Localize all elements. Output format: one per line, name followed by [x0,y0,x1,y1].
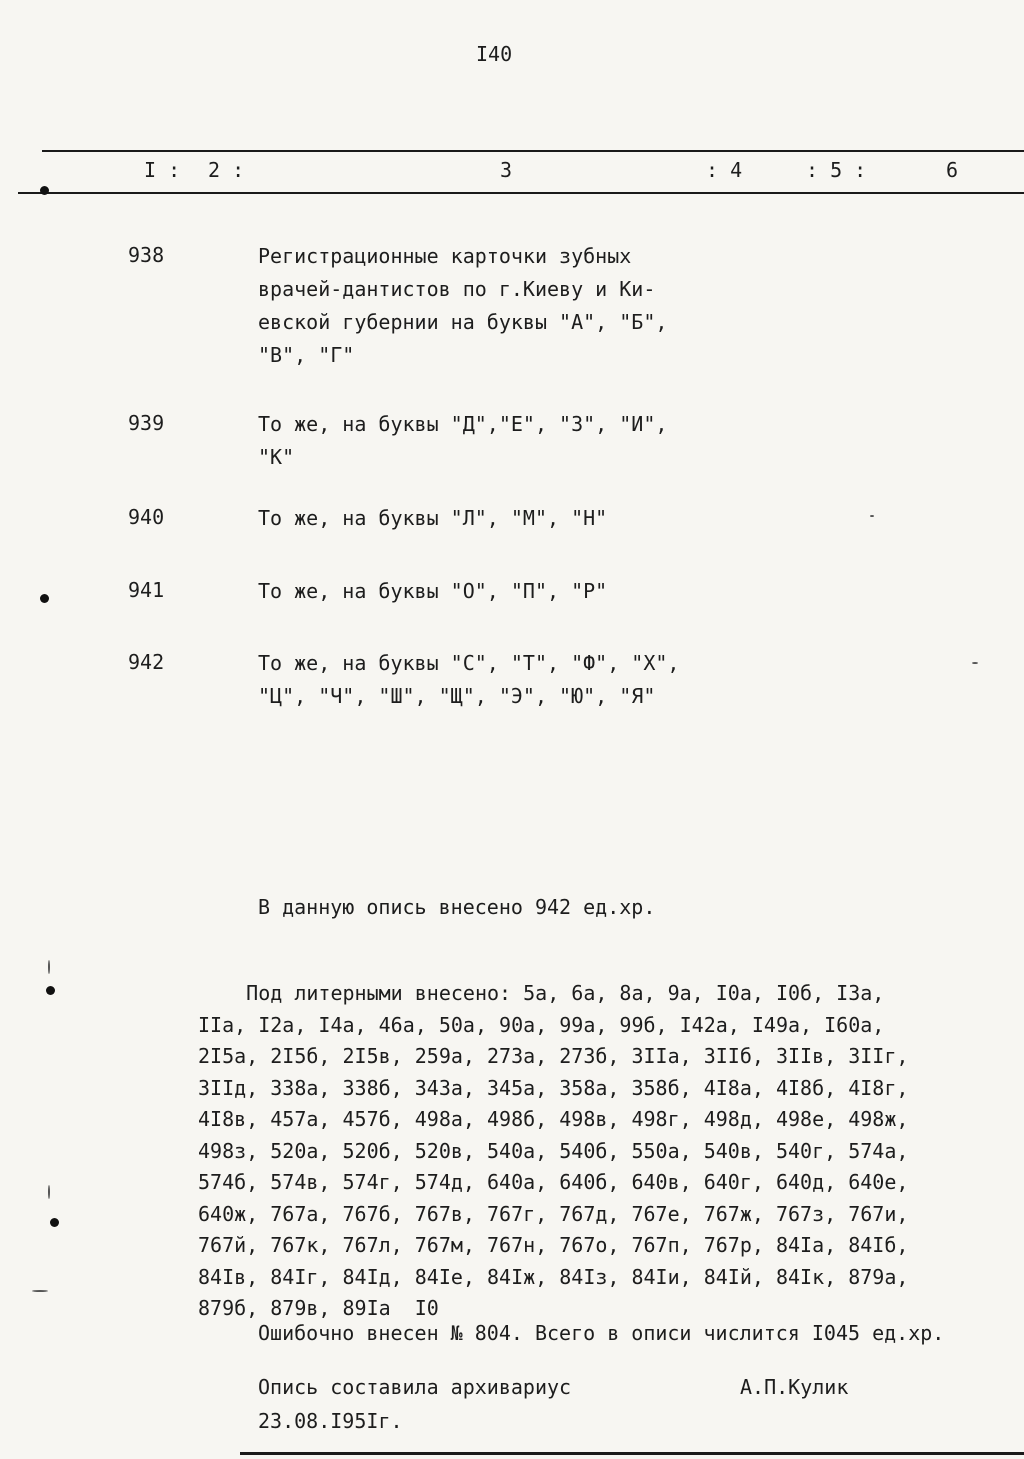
scan-speck [48,960,50,974]
literal-line: 879б, 879в, 89Iа I0 [198,1296,439,1320]
entry-number: 939 [128,411,165,435]
literal-line: 84Iв, 84Iг, 84Iд, 84Iе, 84Iж, 84Iз, 84Iи, 84Iй, 84Iк, 879а, [198,1264,909,1289]
literal-numbers-block [198,978,978,1325]
entry-description [258,647,738,713]
entry-description [258,502,738,535]
entry-line: "Ц", "Ч", "Ш", "Щ", "Э", "Ю", "Я" [258,684,656,708]
binding-hole [40,186,49,195]
entry-number: 940 [128,505,165,529]
error-note: Ошибочно внесен № 804. Всего в описи числится I045 ед.хр. [258,1321,945,1345]
entry-line: "К" [258,445,295,469]
literal-line: 4I8в, 457а, 457б, 498а, 498б, 498в, 498г, 498д, 498е, 498ж, [198,1107,909,1131]
entry-line: То же, на буквы "С", "Т", "Ф", "Х", [258,651,680,675]
scan-speck [48,1185,50,1199]
entry-description [258,408,738,474]
entry-line: евской губернии на буквы "А", "Б", [258,310,668,334]
entry-line: Регистрационные карточки зубных [258,244,632,268]
compiled-by-label: Опись составила архивариус [258,1375,572,1399]
entry-number: 938 [128,243,165,267]
entry-line: То же, на буквы "Д","Е", "З", "И", [258,412,668,436]
literal-line: 767й, 767к, 767л, 767м, 767н, 767о, 767п, 767р, 84Iа, 84Iб, [198,1233,909,1257]
entry-line: "В", "Г" [258,343,355,367]
entry-description [258,575,738,608]
literal-line: 498з, 520а, 520б, 520в, 540а, 540б, 550а, 540в, 540г, 574а, [198,1138,909,1163]
entry-number: 942 [128,650,165,674]
header-rule-bottom [18,192,1024,194]
column-4: : 4 [706,158,743,182]
literal-line: 3IIд, 338а, 338б, 343а, 345а, 358а, 358б, 4I8а, 4I8б, 4I8г, [198,1075,909,1100]
literal-line: IIа, I2а, I4а, 46а, 50а, 90а, 99а, 99б, I42а, I49а, I60а, [198,1012,885,1037]
literal-line: 574б, 574в, 574г, 574д, 640а, 640б, 640в, 640г, 640д, 640е, [198,1170,909,1194]
column-3: 3 [500,158,513,182]
inventory-summary: В данную опись внесено 942 ед.хр. [258,895,656,919]
binding-hole [40,594,49,603]
page-number: I40 [476,42,513,66]
entry-number: 941 [128,578,165,602]
signer-name: А.П.Кулик [740,1375,849,1399]
column-5: : 5 : [806,158,867,182]
bottom-edge-line [240,1452,1024,1455]
scan-speck [32,1290,48,1292]
literal-line: Под литерными внесено: 5а, 6а, 8а, 9а, I0а, I0б, I3а, [198,981,885,1005]
scan-speck [972,662,978,664]
column-1: I : [144,158,181,182]
entry-line: врачей-дантистов по г.Киеву и Ки- [258,277,656,301]
literal-line: 2I5а, 2I5б, 2I5в, 259а, 273а, 273б, 3IIа, 3IIб, 3IIв, 3IIг, [198,1044,909,1068]
binding-hole [50,1218,59,1227]
entry-line: То же, на буквы "Л", "М", "Н" [258,506,608,530]
literal-line: 640ж, 767а, 767б, 767в, 767г, 767д, 767е, 767ж, 767з, 767и, [198,1201,909,1226]
header-rule-top [42,150,1024,152]
column-6: 6 [946,158,959,182]
binding-hole [46,986,55,995]
scan-speck [870,515,874,517]
entry-line: То же, на буквы "О", "П", "Р" [258,579,608,603]
column-2: 2 : [208,158,245,182]
entry-description [258,240,738,372]
compilation-date: 23.08.I95Iг. [258,1409,403,1433]
